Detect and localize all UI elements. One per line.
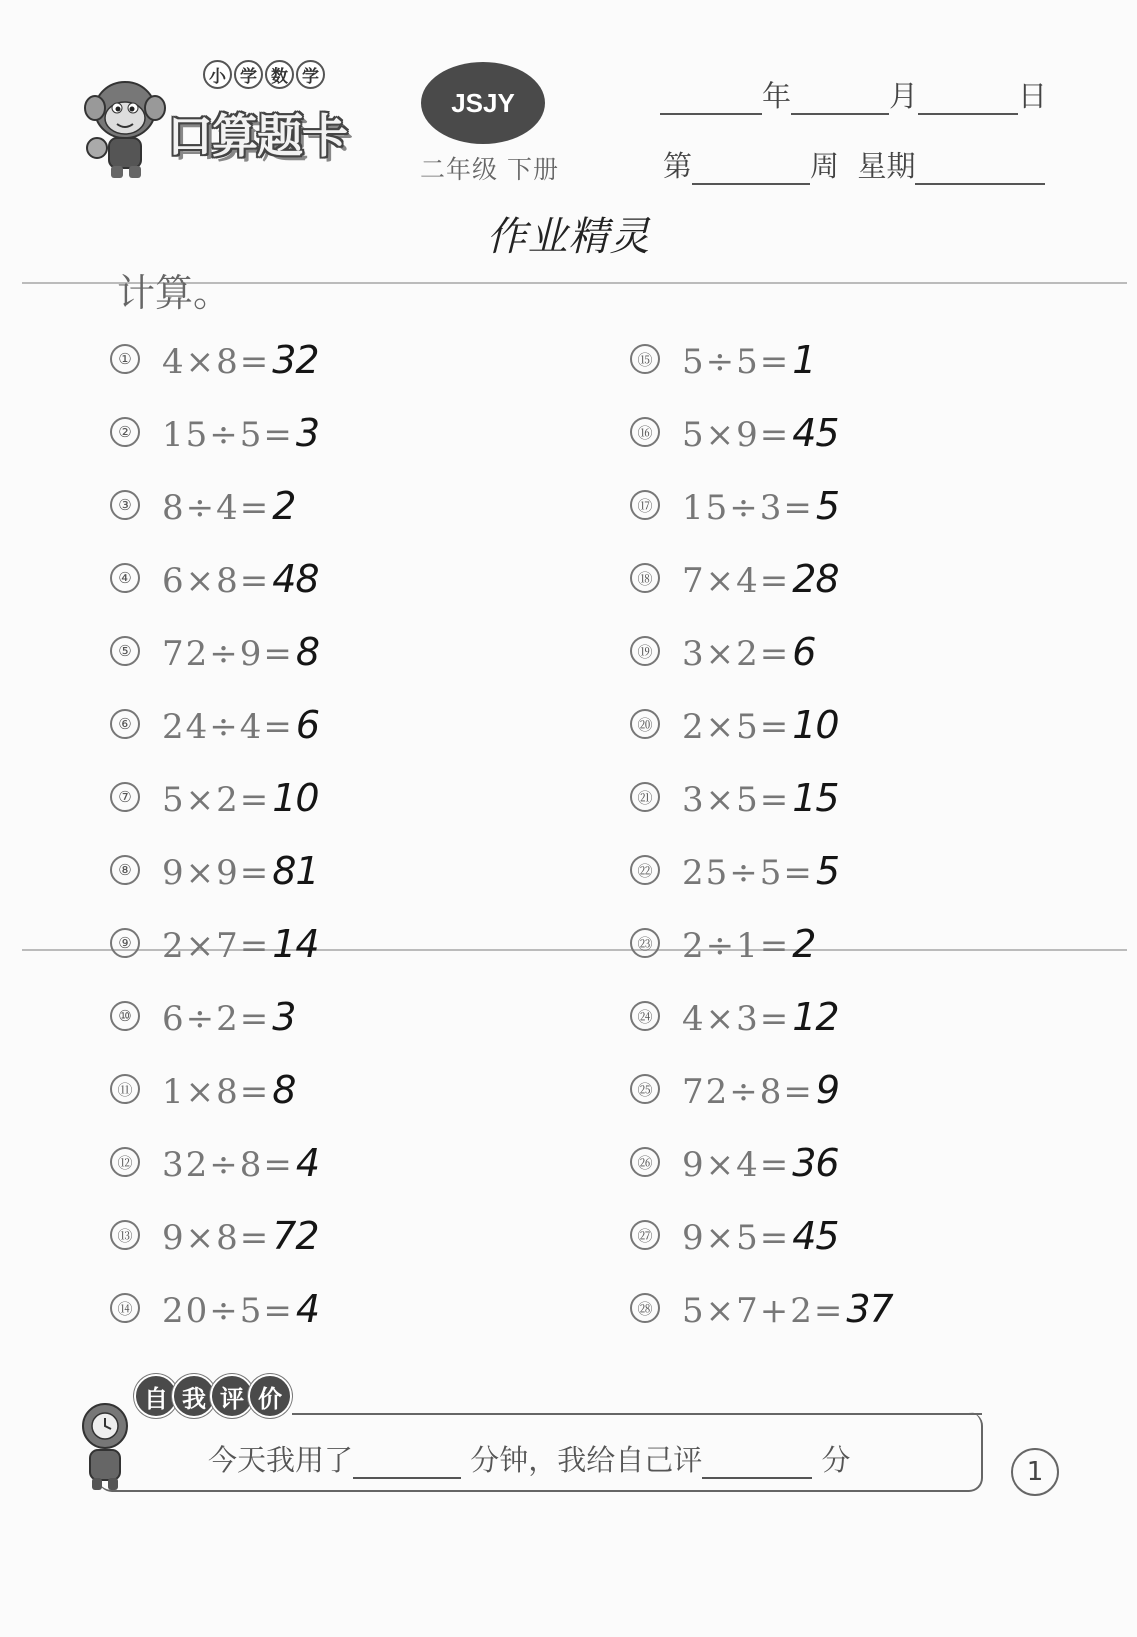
problem-item xyxy=(630,338,893,411)
problem-expression xyxy=(682,995,839,1039)
problem-number: ⑧ xyxy=(110,855,140,885)
problem-item xyxy=(110,484,319,557)
problem-question: 3×5= xyxy=(682,780,791,820)
problem-answer: 8 xyxy=(272,1068,296,1112)
week-prefix: 第 xyxy=(663,149,693,183)
problem-number: ㉘ xyxy=(630,1293,660,1323)
problem-number: ⑦ xyxy=(110,782,140,812)
problem-number: ㉓ xyxy=(630,928,660,958)
problem-item xyxy=(630,995,893,1068)
logo-char: 小 xyxy=(203,60,232,89)
problem-expression xyxy=(162,1141,319,1185)
problem-answer: 4 xyxy=(295,1287,320,1331)
problem-item xyxy=(110,922,319,995)
problem-answer: 6 xyxy=(295,703,320,747)
problem-answer: 45 xyxy=(792,1214,839,1258)
problem-number: ㉒ xyxy=(630,855,660,885)
self-eval-text-1: 今天我用了 xyxy=(208,1443,354,1477)
problem-question: 20÷5= xyxy=(162,1291,294,1331)
problem-number: ③ xyxy=(110,490,140,520)
problem-expression xyxy=(682,557,839,601)
problem-answer: 1 xyxy=(792,338,816,382)
problem-number: ⑳ xyxy=(630,709,660,739)
monkey-clock-icon xyxy=(70,1394,140,1494)
problem-question: 4×8= xyxy=(162,342,271,382)
problem-expression xyxy=(682,703,839,747)
problem-expression xyxy=(162,484,295,528)
problems-left-column xyxy=(110,338,319,1360)
problem-number: ⑤ xyxy=(110,636,140,666)
problem-expression xyxy=(682,411,839,455)
problem-expression xyxy=(162,411,319,455)
problem-question: 1×8= xyxy=(162,1072,271,1112)
problem-item xyxy=(630,703,893,776)
problem-item xyxy=(110,849,319,922)
problem-question: 72÷9= xyxy=(162,634,294,674)
problem-item xyxy=(110,338,319,411)
problem-number: ⑮ xyxy=(630,344,660,374)
year-blank[interactable] xyxy=(660,113,762,115)
problem-item xyxy=(110,776,319,849)
problem-question: 72÷8= xyxy=(682,1072,814,1112)
problem-item xyxy=(630,849,893,922)
problem-expression xyxy=(682,1141,839,1185)
instruction: 计算。 xyxy=(117,271,232,315)
problem-item xyxy=(630,1068,893,1141)
self-eval-text xyxy=(208,1438,850,1479)
problem-expression xyxy=(162,995,295,1039)
score-blank[interactable] xyxy=(702,1477,812,1479)
problem-expression xyxy=(682,849,839,893)
problem-question: 5×9= xyxy=(682,415,791,455)
logo-char: 学 xyxy=(296,60,325,89)
problem-answer: 12 xyxy=(792,995,839,1039)
problem-question: 7×4= xyxy=(682,561,791,601)
problem-expression xyxy=(162,338,319,382)
problem-number: ㉑ xyxy=(630,782,660,812)
problem-answer: 3 xyxy=(272,995,296,1039)
problem-expression xyxy=(162,776,319,820)
problem-item xyxy=(630,1287,893,1360)
problem-answer: 14 xyxy=(272,922,319,966)
problem-answer: 72 xyxy=(272,1214,319,1258)
weekday-label: 星期 xyxy=(857,149,916,183)
problem-number: ㉗ xyxy=(630,1220,660,1250)
problem-question: 3×2= xyxy=(682,634,791,674)
problem-item xyxy=(110,1214,319,1287)
logo-subtitle xyxy=(203,60,325,89)
problem-expression xyxy=(682,1068,839,1112)
problem-question: 8÷4= xyxy=(162,488,271,528)
problem-answer: 9 xyxy=(815,1068,840,1112)
problem-question: 2÷1= xyxy=(682,926,791,966)
page-number: 1 xyxy=(1011,1448,1059,1496)
problems-right-column xyxy=(630,338,893,1360)
problem-answer: 5 xyxy=(815,484,840,528)
weekday-blank[interactable] xyxy=(915,183,1045,185)
problem-question: 15÷5= xyxy=(162,415,294,455)
handwritten-title: 作业精灵 xyxy=(486,214,651,260)
year-label: 年 xyxy=(762,79,792,113)
problem-answer: 3 xyxy=(295,411,320,455)
day-blank[interactable] xyxy=(918,113,1018,115)
problem-number: ⑬ xyxy=(110,1220,140,1250)
month-label: 月 xyxy=(889,79,919,113)
self-eval-text-2: 分钟，我给自己评 xyxy=(470,1443,703,1477)
problem-number: ⑪ xyxy=(110,1074,140,1104)
monkey-mascot-icon xyxy=(75,70,175,182)
problem-number: ⑥ xyxy=(110,709,140,739)
problem-expression xyxy=(682,338,815,382)
problem-question: 6×8= xyxy=(162,561,271,601)
problem-question: 4×3= xyxy=(682,999,791,1039)
problem-number: ㉖ xyxy=(630,1147,660,1177)
problem-item xyxy=(110,630,319,703)
problem-expression xyxy=(162,1214,319,1258)
problem-answer: 2 xyxy=(792,922,816,966)
day-label: 日 xyxy=(1018,79,1048,113)
self-eval-char: 价 xyxy=(248,1374,292,1418)
problem-question: 24÷4= xyxy=(162,707,294,747)
problem-item xyxy=(630,557,893,630)
problem-number: ⑭ xyxy=(110,1293,140,1323)
problem-item xyxy=(110,1141,319,1214)
problem-answer: 4 xyxy=(295,1141,320,1185)
problem-answer: 45 xyxy=(792,411,839,455)
minutes-blank[interactable] xyxy=(353,1477,461,1479)
grade-label: 二年级 下册 xyxy=(420,155,559,184)
problem-expression xyxy=(162,922,319,966)
problem-answer: 10 xyxy=(792,703,839,747)
problem-question: 9×8= xyxy=(162,1218,271,1258)
problem-answer: 37 xyxy=(846,1287,893,1331)
problem-item xyxy=(110,1287,319,1360)
problem-question: 5÷5= xyxy=(682,342,791,382)
problem-expression xyxy=(682,922,815,966)
problem-expression xyxy=(162,703,319,747)
problem-answer: 36 xyxy=(792,1141,839,1185)
problem-number: ⑯ xyxy=(630,417,660,447)
self-eval-char: 自 xyxy=(134,1374,178,1418)
problem-item xyxy=(110,411,319,484)
problem-question: 6÷2= xyxy=(162,999,271,1039)
week-blank[interactable] xyxy=(692,183,810,185)
problem-question: 9×4= xyxy=(682,1145,791,1185)
logo-char: 学 xyxy=(234,60,263,89)
problem-number: ① xyxy=(110,344,140,374)
problem-number: ㉔ xyxy=(630,1001,660,1031)
problem-question: 25÷5= xyxy=(682,853,814,893)
jsjy-badge: JSJY xyxy=(421,62,545,144)
problem-answer: 48 xyxy=(272,557,319,601)
problem-item xyxy=(630,1141,893,1214)
logo-title: 口算题卡 xyxy=(167,109,347,163)
problem-number: ④ xyxy=(110,563,140,593)
problem-question: 32÷8= xyxy=(162,1145,294,1185)
logo xyxy=(75,58,395,188)
problem-number: ⑱ xyxy=(630,563,660,593)
self-eval-text-3: 分 xyxy=(821,1443,851,1477)
problem-expression xyxy=(162,557,319,601)
problem-answer: 28 xyxy=(792,557,839,601)
problem-question: 9×5= xyxy=(682,1218,791,1258)
problem-question: 15÷3= xyxy=(682,488,814,528)
problem-number: ⑫ xyxy=(110,1147,140,1177)
problem-item xyxy=(630,484,893,557)
week-label: 周 xyxy=(810,149,840,183)
problem-answer: 32 xyxy=(272,338,319,382)
problem-question: 5×7+2= xyxy=(682,1291,845,1331)
problem-question: 2×7= xyxy=(162,926,271,966)
problem-expression xyxy=(162,1068,295,1112)
problem-question: 9×9= xyxy=(162,853,271,893)
month-blank[interactable] xyxy=(791,113,889,115)
problem-expression xyxy=(162,1287,319,1331)
problem-question: 5×2= xyxy=(162,780,271,820)
problem-answer: 6 xyxy=(792,630,816,674)
problem-item xyxy=(630,922,893,995)
problem-answer: 2 xyxy=(272,484,296,528)
problem-expression xyxy=(682,630,815,674)
problem-expression xyxy=(682,776,839,820)
problem-answer: 5 xyxy=(815,849,840,893)
problem-expression xyxy=(682,484,839,528)
problem-answer: 15 xyxy=(792,776,839,820)
problem-item xyxy=(110,557,319,630)
problem-number: ② xyxy=(110,417,140,447)
problem-number: ⑩ xyxy=(110,1001,140,1031)
problem-expression xyxy=(162,849,319,893)
problem-item xyxy=(110,995,319,1068)
logo-char: 数 xyxy=(265,60,294,89)
problem-item xyxy=(630,630,893,703)
problem-item xyxy=(110,1068,319,1141)
problem-number: ㉕ xyxy=(630,1074,660,1104)
problem-expression xyxy=(682,1214,839,1258)
problem-answer: 8 xyxy=(295,630,320,674)
problem-number: ⑨ xyxy=(110,928,140,958)
problem-item xyxy=(110,703,319,776)
self-eval-label xyxy=(134,1374,286,1418)
self-eval-char: 评 xyxy=(210,1374,254,1418)
problem-answer: 10 xyxy=(272,776,319,820)
problem-expression xyxy=(162,630,319,674)
problem-number: ⑲ xyxy=(630,636,660,666)
problem-item xyxy=(630,776,893,849)
problem-number: ⑰ xyxy=(630,490,660,520)
problem-answer: 81 xyxy=(272,849,319,893)
problem-item xyxy=(630,1214,893,1287)
problem-question: 2×5= xyxy=(682,707,791,747)
date-row xyxy=(660,74,1047,115)
problem-expression xyxy=(682,1287,893,1331)
week-row xyxy=(663,144,1045,185)
self-eval-char: 我 xyxy=(172,1374,216,1418)
problem-item xyxy=(630,411,893,484)
